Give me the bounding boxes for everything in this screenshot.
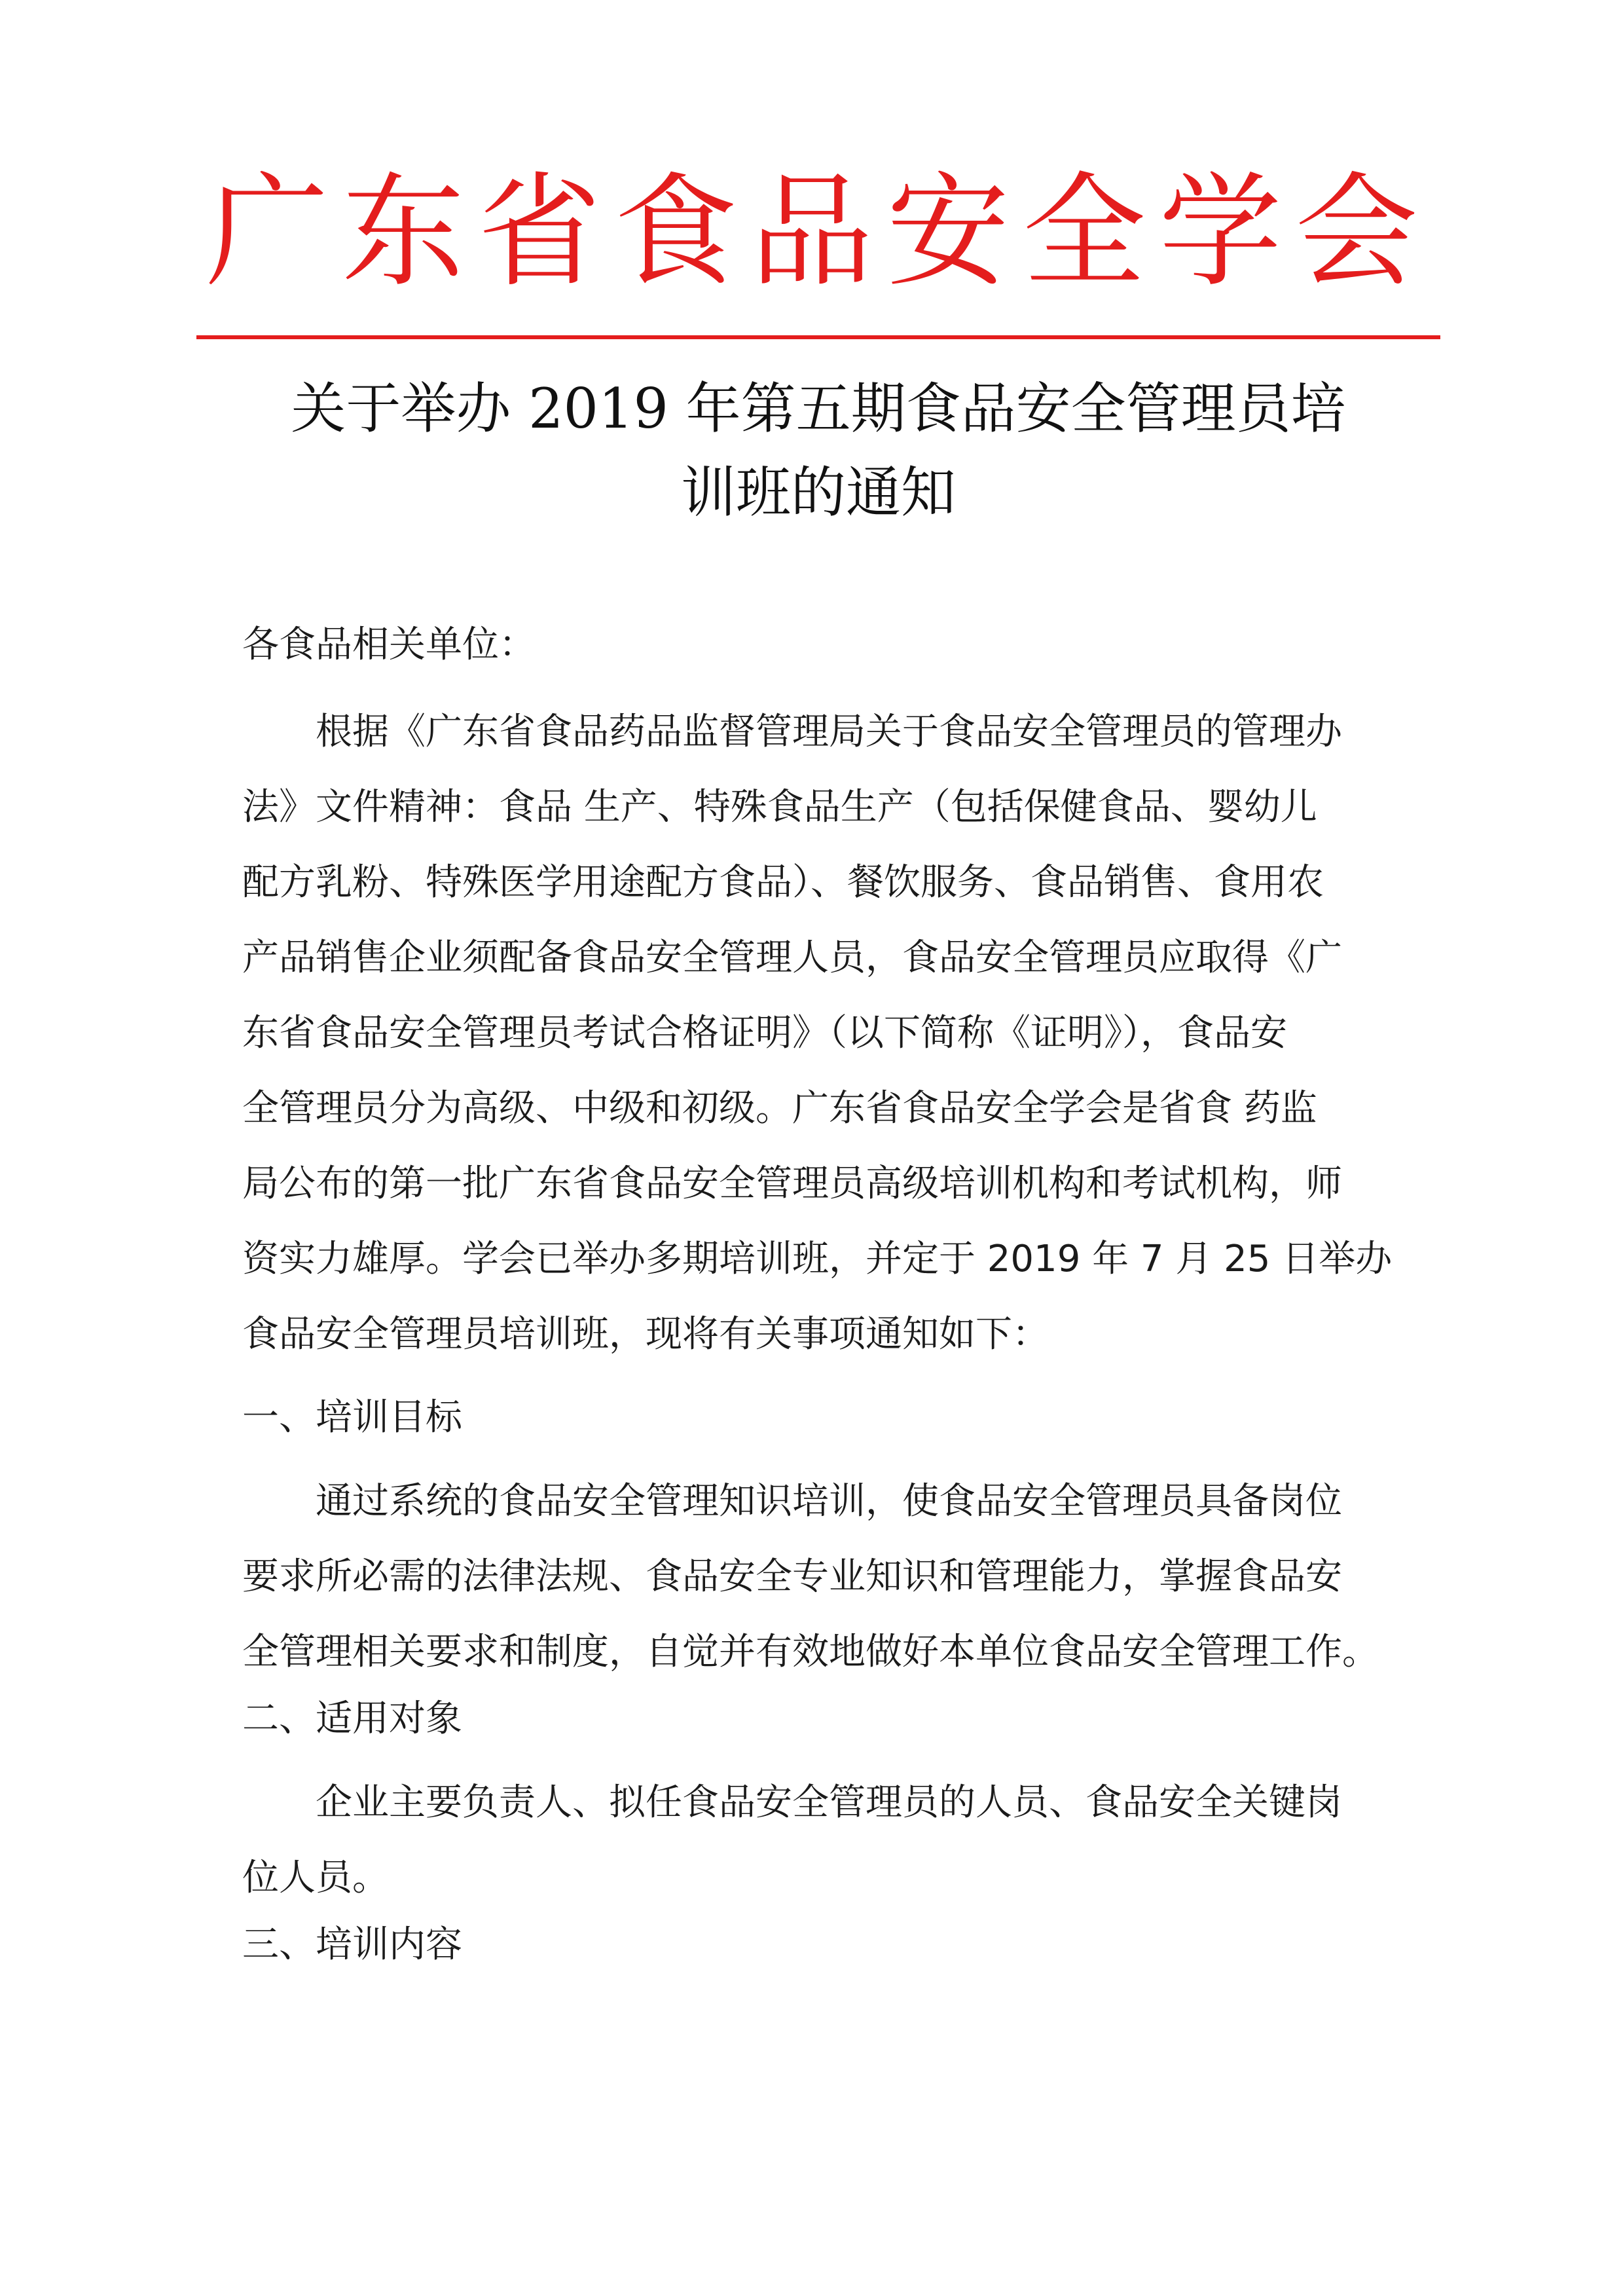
letterhead <box>196 154 1440 311</box>
text-line: 资实力雄厚。学会已举办多期培训班，并定于 2019 年 7 月 25 日举办 <box>242 1238 1393 1280</box>
text-line: 通过系统的食品安全管理知识培训，使食品安全管理员具备岗位 <box>316 1480 1342 1523</box>
salutation: 各食品相关单位： <box>242 623 536 666</box>
text-line: 位人员。 <box>242 1857 389 1899</box>
document-title-line-2: 训班的通知 <box>680 460 956 525</box>
text-line: 局公布的第一批广东省食品安全管理员高级培训机构和考试机构，师 <box>242 1162 1342 1205</box>
text-line: 企业主要负责人、拟任食品安全管理员的人员、食品安全关键岗 <box>316 1781 1342 1824</box>
paragraph-intro <box>242 694 1393 1372</box>
text-line: 全管理相关要求和制度，自觉并有效地做好本单位食品安全管理工作。 <box>242 1631 1379 1673</box>
text-line: 要求所必需的法律法规、食品安全专业知识和管理能力，掌握食品安 <box>242 1555 1342 1598</box>
section-heading-target-audience: 二、适用对象 <box>242 1697 462 1740</box>
text-line: 全管理员分为高级、中级和初级。广东省食品安全学会是省食 药监 <box>242 1087 1317 1130</box>
letterhead-divider <box>196 335 1440 339</box>
document-title <box>196 367 1440 534</box>
text-line: 东省食品安全管理员考试合格证明》（以下简称《证明》），食品安 <box>242 1012 1287 1054</box>
section-heading-training-content: 三、培训内容 <box>242 1923 462 1966</box>
text-line: 配方乳粉、特殊医学用途配方食品）、餐饮服务、食品销售、食用农 <box>242 861 1324 904</box>
section-heading-training-goal: 一、培训目标 <box>242 1396 462 1439</box>
organization-name: 广东省食品安全学会 <box>206 160 1431 304</box>
text-line: 根据《广东省食品药品监督管理局关于食品安全管理员的管理办 <box>316 711 1342 753</box>
paragraph-training-goal <box>242 1464 1381 1690</box>
text-line: 食品安全管理员培训班，现将有关事项通知如下： <box>242 1313 1049 1356</box>
paragraph-target-audience <box>242 1765 1381 1916</box>
text-line: 法》文件精神：食品 生产、特殊食品生产（包括保健食品、婴幼儿 <box>242 786 1317 828</box>
document-title-line-1: 关于举办 2019 年第五期食品安全管理员培 <box>291 377 1346 441</box>
text-line: 产品销售企业须配备食品安全管理人员，食品安全管理员应取得《广 <box>242 936 1342 979</box>
